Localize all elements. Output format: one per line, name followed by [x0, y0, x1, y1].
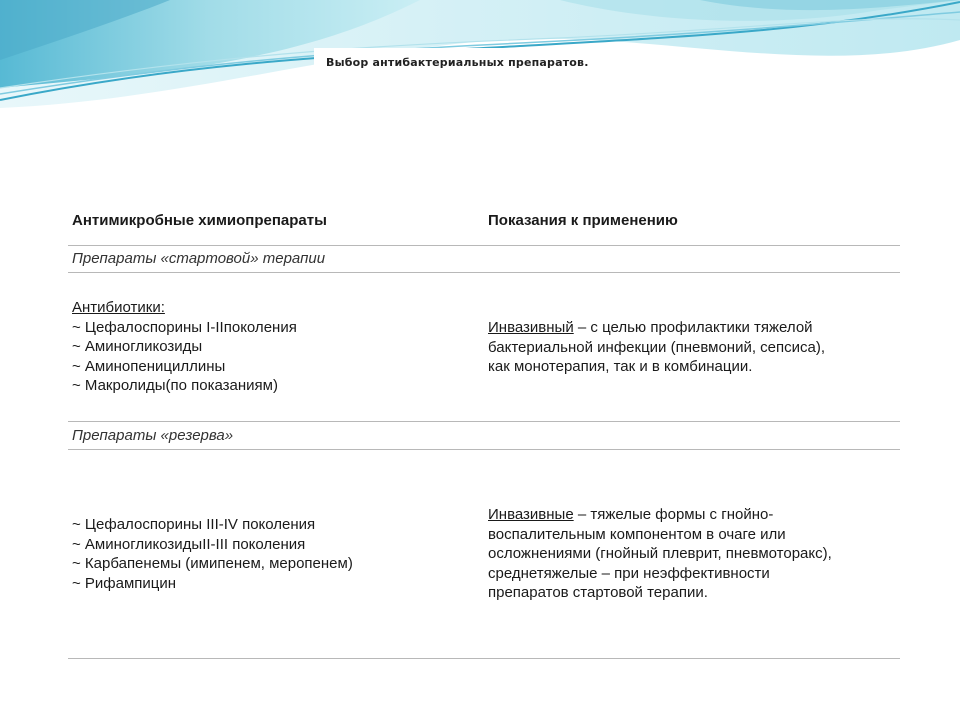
drug-item: ~ АминогликозидыII-III поколения	[72, 535, 306, 553]
drug-item: ~ Аминопенициллины	[72, 357, 226, 375]
indication-term: Инвазивные	[488, 506, 574, 523]
drug-item: ~ Карбапенемы (имипенем, меропенем)	[72, 555, 353, 572]
indication-text: воспалительным компонентом в очаге или	[488, 525, 786, 543]
table-rule	[68, 449, 900, 450]
drug-item: ~ Цефалоспорины III-IV поколения	[72, 516, 316, 533]
reserve-drugs	[72, 515, 353, 593]
drug-item: ~ Аминогликозиды	[72, 338, 203, 355]
start-therapy-indication	[488, 318, 825, 377]
table-rule	[68, 658, 900, 659]
indication-text: как монотерапия, так и в комбинации.	[488, 358, 753, 375]
indication-text: осложнениями (гнойный плеврит, пневмоторакс),	[488, 545, 832, 562]
drug-item: ~ Рифампицин	[72, 574, 177, 592]
section-label-reserve: Препараты «резерва»	[72, 427, 234, 444]
table-rule	[68, 272, 900, 273]
table-rule	[68, 421, 900, 422]
indication-text: бактериальной инфекции (пневмоний, сепсиса),	[488, 338, 826, 356]
reserve-indication	[488, 505, 832, 603]
indication-text: препаратов стартовой терапии.	[488, 584, 708, 601]
column-header-indications: Показания к применению	[488, 212, 678, 229]
column-header-drugs: Антимикробные химиопрепараты	[72, 212, 327, 229]
table-rule	[68, 245, 900, 246]
indication-text: – с целью профилактики тяжелой	[573, 319, 813, 336]
antibiotics-heading: Антибиотики:	[72, 299, 165, 316]
drug-item: ~ Цефалоспорины I-IIпоколения	[72, 318, 297, 336]
start-therapy-drugs	[72, 298, 297, 396]
slide-title: Выбор антибактериальных препаратов.	[326, 56, 589, 69]
section-label-start-therapy: Препараты «стартовой» терапии	[72, 250, 326, 267]
title-box	[314, 48, 644, 148]
indication-text: среднетяжелые – при неэффективности	[488, 564, 770, 582]
indication-text: – тяжелые формы с гнойно-	[573, 506, 774, 523]
indication-term: Инвазивный	[488, 319, 574, 336]
drug-item: ~ Макролиды(по показаниям)	[72, 377, 278, 394]
